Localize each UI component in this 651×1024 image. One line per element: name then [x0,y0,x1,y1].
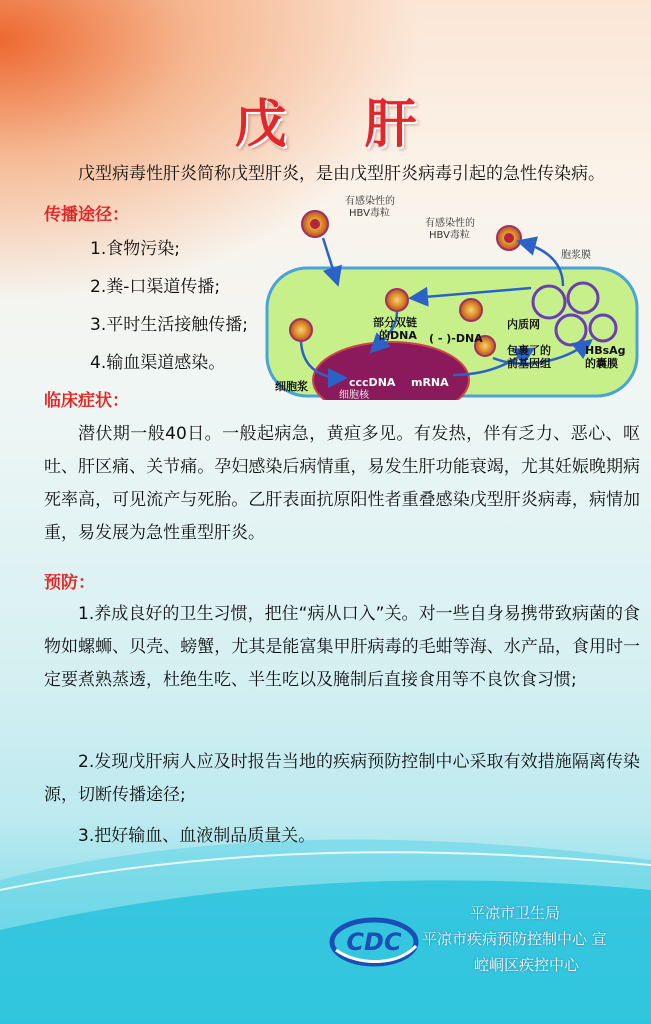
diagram-label: 内质网 [507,318,540,331]
diagram-label: 细胞核 [339,390,369,400]
org-name: 崆峒区疾控中心 [474,956,580,974]
diagram-label: HBsAg [585,344,626,357]
diagram-label: HBV毒粒 [349,208,390,219]
route-item: 3.平时生活接触传播; [90,315,248,335]
virus-particle [290,319,312,341]
virus-particle [460,299,482,321]
diagram-label: 有感染性的 [345,196,395,207]
logo-text: CDC [346,928,402,956]
page-title: 戊 肝 [234,94,447,155]
diagram-label: 细胞浆 [275,380,308,393]
diagram-label: 部分双链 [373,316,417,329]
hbv-replication-diagram [263,190,641,400]
diagram-label: 前基因组 [507,357,551,370]
virus-particle [497,226,521,250]
virus-particle [386,289,408,311]
route-item: 1.食物污染; [90,239,180,259]
route-item: 4.输血渠道感染。 [90,353,226,373]
org-name: 平凉市卫生局 [470,904,561,922]
diagram-label: ( - )-DNA [429,332,483,345]
diagram-label: 胞浆膜 [561,250,591,261]
prevention-heading: 预防： [44,573,95,593]
diagram-label: mRNA [411,376,449,389]
cdc-logo [328,906,420,976]
intro-text: 戊型病毒性肝炎简称戊型肝炎，是由戊型肝炎病毒引起的急性传染病。 [78,164,605,184]
diagram-label: 包裹了的 [507,344,551,357]
diagram-label: 的DNA [379,329,417,342]
prevention-item: 1.养成良好的卫生习惯，把住“病从口入”关。对一些自身易携带致病菌的食物如螺蛳、贝壳、螃蟹，尤其是能富集甲肝病毒的毛蚶等海、水产品，食用时一定要煮熟蒸透，杜绝生吃、半生吃以及腌制后直接食用等不良饮食习惯; [44,604,640,690]
diagram-label: 的囊膜 [585,357,618,370]
route-item: 2.粪-口渠道传播; [90,277,221,297]
virus-particle [302,211,328,237]
clinical-text: 潜伏期一般40日。一般起病急，黄疸多见。有发热，伴有乏力、恶心、呕吐、肝区痛、关节痛。孕妇感染后病情重，易发生肝功能衰竭，尤其妊娠晚期病死率高，可见流产与死胎。乙肝表面抗原阳性者重叠感染戊型肝炎病毒，病情加重，易发展为急性重型肝炎。 [44,424,640,543]
prevention-item: 2.发现戊肝病人应及时报告当地的疾病预防控制中心采取有效措施隔离传染源，切断传播途径; [44,752,640,805]
diagram-label: HBV毒粒 [429,230,470,241]
diagram-label: 有感染性的 [425,218,475,229]
prevention-item: 3.把好输血、血液制品质量关。 [78,826,316,846]
diagram-label: cccDNA [349,376,396,389]
transmission-heading: 传播途径： [44,205,129,225]
org-name: 平凉市疾病预防控制中心 宣 [422,930,607,948]
clinical-heading: 临床症状： [44,391,129,411]
